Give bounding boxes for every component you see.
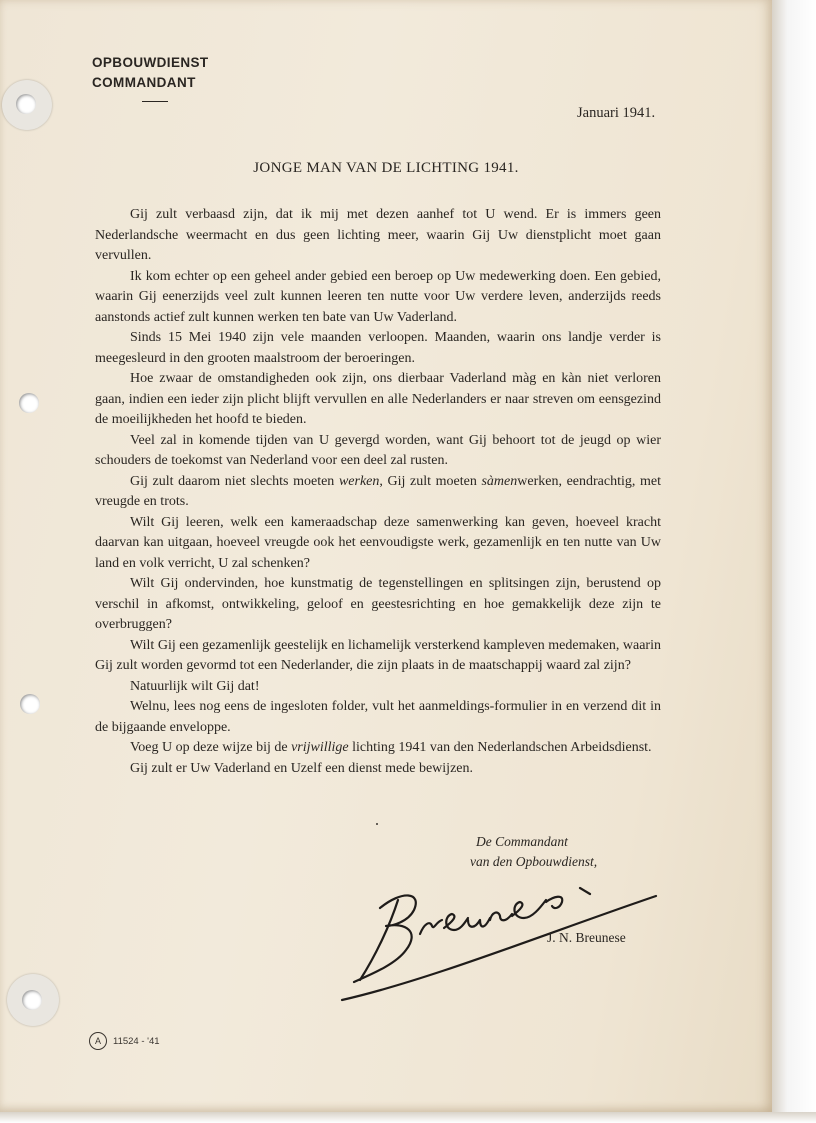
letter-date: Januari 1941. — [577, 105, 656, 121]
letterhead-line1: OPBOUWDIENST — [92, 55, 209, 70]
paragraph — [95, 738, 661, 759]
letterhead — [92, 53, 209, 93]
paragraph: Natuurlijk wilt Gij dat! — [130, 678, 260, 694]
paragraph: Veel zal in komende tijden van U gevergd worden, want Gij behoort tot de jeugd op wier schouders de toekomst van Nederland voor een deel zal rusten. — [95, 432, 661, 468]
paragraph — [95, 472, 661, 513]
paragraph: Ik kom echter op een geheel ander gebied een beroep op Uw medewerking doen. Een gebied, waarin Gij eenerzijds veel zult kunnen leeren ten nutte voor Uw verdere leven, anderzijds reeds aanstonds actief zult kunnen werken ten bate van Uw Vaderland. — [95, 268, 661, 325]
ink-speck — [376, 823, 378, 825]
punch-hole-bottom — [22, 990, 42, 1010]
paragraph-segment: Voeg U op deze wijze bij de — [130, 740, 292, 755]
emphasis-together: sàmen — [481, 473, 518, 489]
paragraph: Sinds 15 Mei 1940 zijn vele maanden verloopen. Maanden, waarin ons landje verder is meegesleurd in den grooten maalstroom der beroeringen. — [95, 330, 661, 366]
punch-hole-middle — [19, 393, 39, 413]
print-code — [89, 1032, 160, 1050]
printer-logo-icon: A — [89, 1032, 107, 1050]
page-edge-bottom — [0, 1112, 816, 1123]
punch-hole-lower — [20, 694, 40, 714]
letter-body — [95, 205, 661, 779]
paragraph: Hoe zwaar de omstandigheden ook zijn, ons dierbaar Vaderland màg en kàn niet verloren gaan, indien een ieder zijn plicht blijft vervullen en alle Nederlanders er naar streven om eensgezind de moeilijkheden het hoofd te bieden. — [95, 371, 661, 427]
emphasis-voluntary: vrijwillige — [291, 740, 349, 755]
signature-title-line2: van den Opbouwdienst, — [470, 854, 598, 869]
paragraph-segment: werken, eendrachtig, met vreugde en trots. — [95, 473, 662, 509]
letter-title: JONGE MAN VAN DE LICHTING 1941. — [253, 160, 519, 176]
print-code-text: 11524 - '41 — [113, 1035, 160, 1047]
signature-title-line1: De Commandant — [476, 834, 568, 849]
paragraph-segment: Gij zult daarom niet slechts moeten — [130, 473, 339, 489]
paragraph: Wilt Gij een gezamenlijk geestelijk en lichamelijk versterkend kampleven medemaken, waarin Gij zult worden gevormd tot een Nederlander, die zijn plaats in de maatschappij waard zal zijn? — [95, 637, 661, 673]
signatory-name: J. N. Breunese — [547, 930, 626, 945]
punch-hole-top — [16, 94, 36, 114]
paragraph: Wilt Gij ondervinden, hoe kunstmatig de tegenstellingen en splitsingen zijn, berustend op verschil in afkomst, ontwikkeling, geloof en geestesrichting en hoe gemakkelijk deze zijn te overbruggen? — [95, 576, 661, 632]
paragraph-segment: , Gij zult moeten — [379, 473, 482, 489]
emphasis-work: werken — [338, 473, 380, 489]
paragraph: Wilt Gij leeren, welk een kameraadschap deze samenwerking kan geven, hoeveel kracht daarvan kan uitgaan, hoeveel vreugde ook het eenvoudigste werk, gezamenlijk en ten nutte van Uw land en volk verricht, U zal schenken? — [95, 514, 661, 571]
paragraph: Welnu, lees nog eens de ingesloten folder, vult het aanmeldings-formulier in en verzend dit in de bijgaande enveloppe. — [95, 699, 661, 735]
paragraph: Gij zult er Uw Vaderland en Uzelf een dienst mede bewijzen. — [130, 760, 473, 776]
letterhead-rule — [142, 101, 168, 102]
page-edge-right — [772, 0, 816, 1123]
paragraph: Gij zult verbaasd zijn, dat ik mij met dezen aanhef tot U wend. Er is immers geen Nederlandsche weermacht en dus geen lichting meer, waarin Gij Uw dienstplicht moet gaan vervullen. — [95, 207, 661, 263]
signature-block — [470, 832, 597, 872]
letterhead-line2: COMMANDANT — [92, 75, 196, 90]
paragraph-segment: lichting 1941 van den Nederlandschen Arbeidsdienst. — [348, 740, 652, 755]
